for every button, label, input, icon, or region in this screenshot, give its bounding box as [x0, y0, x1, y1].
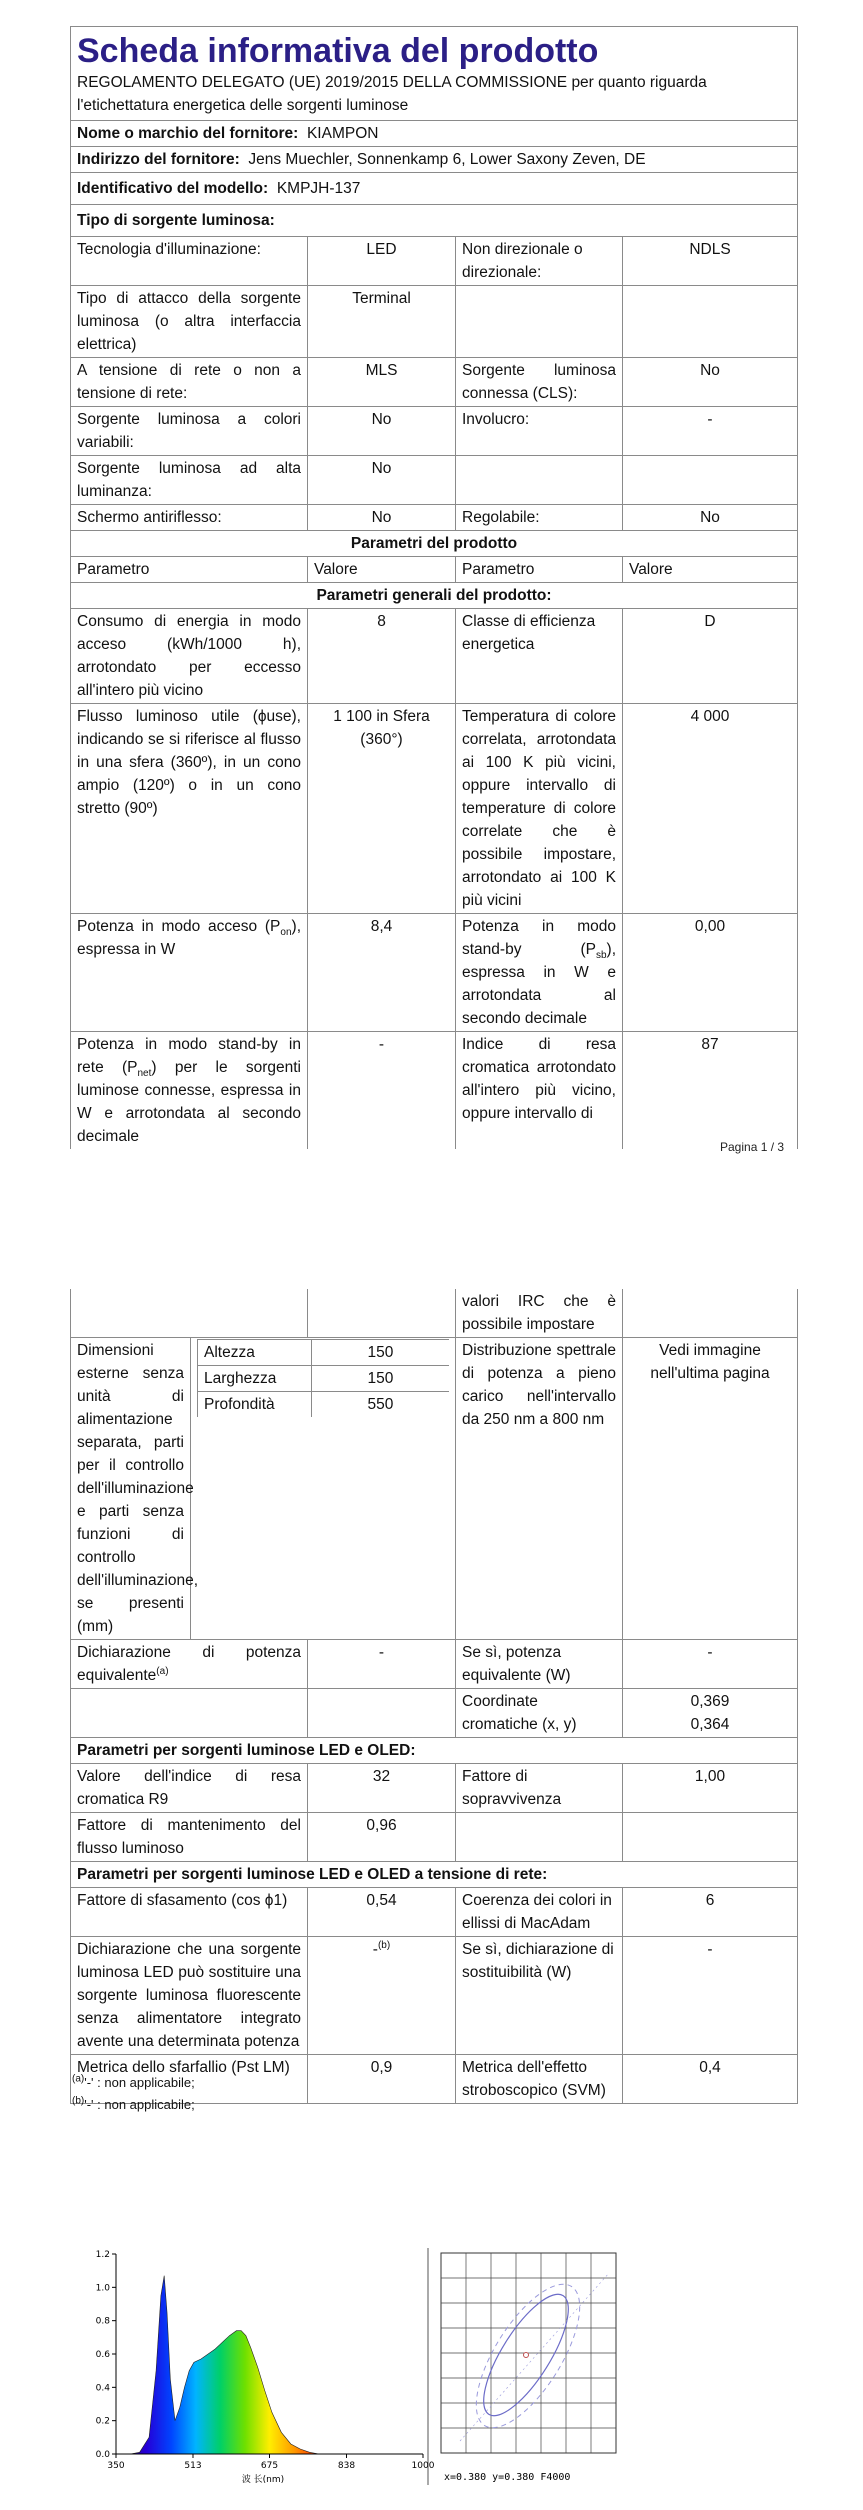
led-row-r9: Valore dell'indice di resa cromatica R9 32 Fattore di sopravvivenza 1,00: [71, 1764, 798, 1813]
supplier-name-row: Nome o marchio del fornitore: KIAMPON: [71, 121, 798, 147]
param-row-dimensions: Dimensioni esterne senza unità di alimentazione separata, parti per il controllo dell'illuminazione e parti senza funzioni di controllo dell'illuminazione, se presenti (mm) Altezza 150 Larghezza 150 Profondità 550 Distribuzione spettrale di potenza a pieno carico nell'intervallo da 250 nm a 800 nm Vedi immagine nell'ultima pagina: [71, 1338, 798, 1640]
cie-panel: [441, 2253, 616, 2483]
param-row-flux: Flusso luminoso utile (ϕuse), indicando se si riferisce al flusso in una sfera (360º), in un cono ampio (120º) o in un cono stretto (90º) 1 100 in Sfera (360°) Temperatura di colore correlata, arrotondata ai 100 K più vicini, oppure intervallo di temperature di colore correlate che è possibile impostare, arrotondato ai 100 K più vicini 4 000: [71, 704, 798, 914]
y-tick-label: 1.0: [95, 2283, 110, 2294]
param-row-cri-continued: valori IRC che è possibile impostare: [71, 1289, 798, 1338]
y-tick-label: 0.8: [95, 2316, 110, 2327]
y-tick-label: 0.6: [95, 2350, 110, 2360]
source-row-3: A tensione di rete o non a tensione di rete: MLS Sorgente luminosa connessa (CLS): No: [71, 358, 798, 407]
dim-row-depth: Profondità 550: [198, 1392, 450, 1418]
param-row-power: Potenza in modo acceso $(P_{on})$, espressa in W 8,4 Potenza in modo stand-by $(P_{sb})$, espressa in W e arrotondata al secondo decimale 0,00: [71, 914, 798, 1032]
led-params-heading: Parametri per sorgenti luminose LED e OLED:: [71, 1738, 798, 1764]
param-row-energy: Consumo di energia in modo acceso (kWh/1000 h), arrotondato per eccesso all'intero più vicino 8 Classe di efficienza energetica D: [71, 609, 798, 704]
source-row-1: Tecnologia d'illuminazione: LED Non direzionale o direzionale: NDLS: [71, 237, 798, 286]
x-tick-label: 838: [337, 2461, 356, 2471]
product-info-table: [70, 26, 798, 1149]
footnote-b: $^{(b)}$'-' : non applicabile;: [72, 2095, 195, 2112]
page-2: [70, 1289, 797, 2104]
y-tick-label: 0.4: [95, 2383, 110, 2394]
charts-svg: [83, 2248, 635, 2485]
param-row-chromaticity: Coordinate cromatiche (x, y) 0,369 0,364: [71, 1689, 798, 1738]
x-tick-label: 675: [260, 2461, 279, 2471]
y-tick-label: 0.2: [95, 2416, 110, 2427]
cie-caption: x=0.380 y=0.380 F4000: [444, 2472, 571, 2483]
general-params-heading: Parametri generali del prodotto:: [71, 583, 798, 609]
x-tick-label: 1000: [411, 2461, 435, 2471]
footnotes: [72, 2072, 195, 2116]
dim-row-width: Larghezza 150: [198, 1366, 450, 1392]
x-tick-label: 513: [184, 2461, 202, 2471]
mains-params-heading: Parametri per sorgenti luminose LED e OLED a tensione di rete:: [71, 1862, 798, 1888]
footnote-a: $^{(a)}$'-' : non applicabile;: [72, 2073, 195, 2090]
page-title: Scheda informativa del prodotto: [77, 32, 599, 70]
x-tick-label: 350: [107, 2461, 125, 2471]
spectrum-x-label: 波 长(nm): [241, 2475, 285, 2485]
mains-row-displacement: Fattore di sfasamento (cos ϕ1) 0,54 Coerenza dei colori in ellissi di MacAdam 6: [71, 1888, 798, 1937]
page-number: Pagina 1 / 3: [720, 1140, 785, 1154]
dim-row-height: Altezza 150: [198, 1340, 450, 1366]
supplier-address-row: Indirizzo del fornitore: Jens Muechler, Sonnenkamp 6, Lower Saxony Zeven, DE: [71, 147, 798, 173]
source-type-heading: Tipo di sorgente luminosa:: [71, 205, 798, 237]
model-id-row: Identificativo del modello: KMPJH-137: [71, 173, 798, 205]
mains-row-replacement: Dichiarazione che una sorgente luminosa LED può sostituire una sorgente luminosa fluorescente senza alimentatore integrato avente una determinata potenza -$^{(b)}$ Se sì, dichiarazione di sostituibilità (W) -: [71, 1937, 798, 2055]
source-row-6: Schermo antiriflesso: No Regolabile: No: [71, 505, 798, 531]
spectrum-images: [83, 2248, 635, 2485]
led-row-maintenance: Fattore di mantenimento del flusso luminoso 0,96: [71, 1813, 798, 1862]
source-row-4: Sorgente luminosa a colori variabili: No Involucro: -: [71, 407, 798, 456]
params-heading: Parametri del prodotto: [71, 531, 798, 557]
params-header-row: Parametro Valore Parametro Valore: [71, 557, 798, 583]
dimensions-table: [197, 1339, 449, 1417]
source-row-5: Sorgente luminosa ad alta luminanza: No: [71, 456, 798, 505]
chromaticity-point: [524, 2353, 529, 2358]
regulation-text: REGOLAMENTO DELEGATO (UE) 2019/2015 DELLA COMMISSIONE per quanto riguarda l'etichettatura energetica delle sorgenti luminose: [77, 74, 707, 114]
param-row-standby-net: Potenza in modo stand-by in rete $(P_{net})$ per le sorgenti luminose connesse, espressa in W e arrotondata al secondo decimale - Indice di resa cromatica arrotondato all'intero più vicino, oppure intervallo di 87: [71, 1032, 798, 1150]
page-1: [70, 26, 797, 1149]
param-row-equivalent-power: Dichiarazione di potenza equivalente$^{(a)}$ - Se sì, potenza equivalente (W) -: [71, 1640, 798, 1689]
mains-row-flicker: Metrica dello sfarfallio (Pst LM) 0,9 Metrica dell'effetto stroboscopico (SVM) 0,4: [71, 2055, 798, 2104]
product-info-table-continued: [70, 1289, 798, 2104]
y-tick-label: 0.0: [95, 2450, 110, 2460]
source-row-2: Tipo di attacco della sorgente luminosa (o altra interfaccia elettrica) Terminal: [71, 286, 798, 358]
y-tick-label: 1.2: [95, 2250, 110, 2260]
